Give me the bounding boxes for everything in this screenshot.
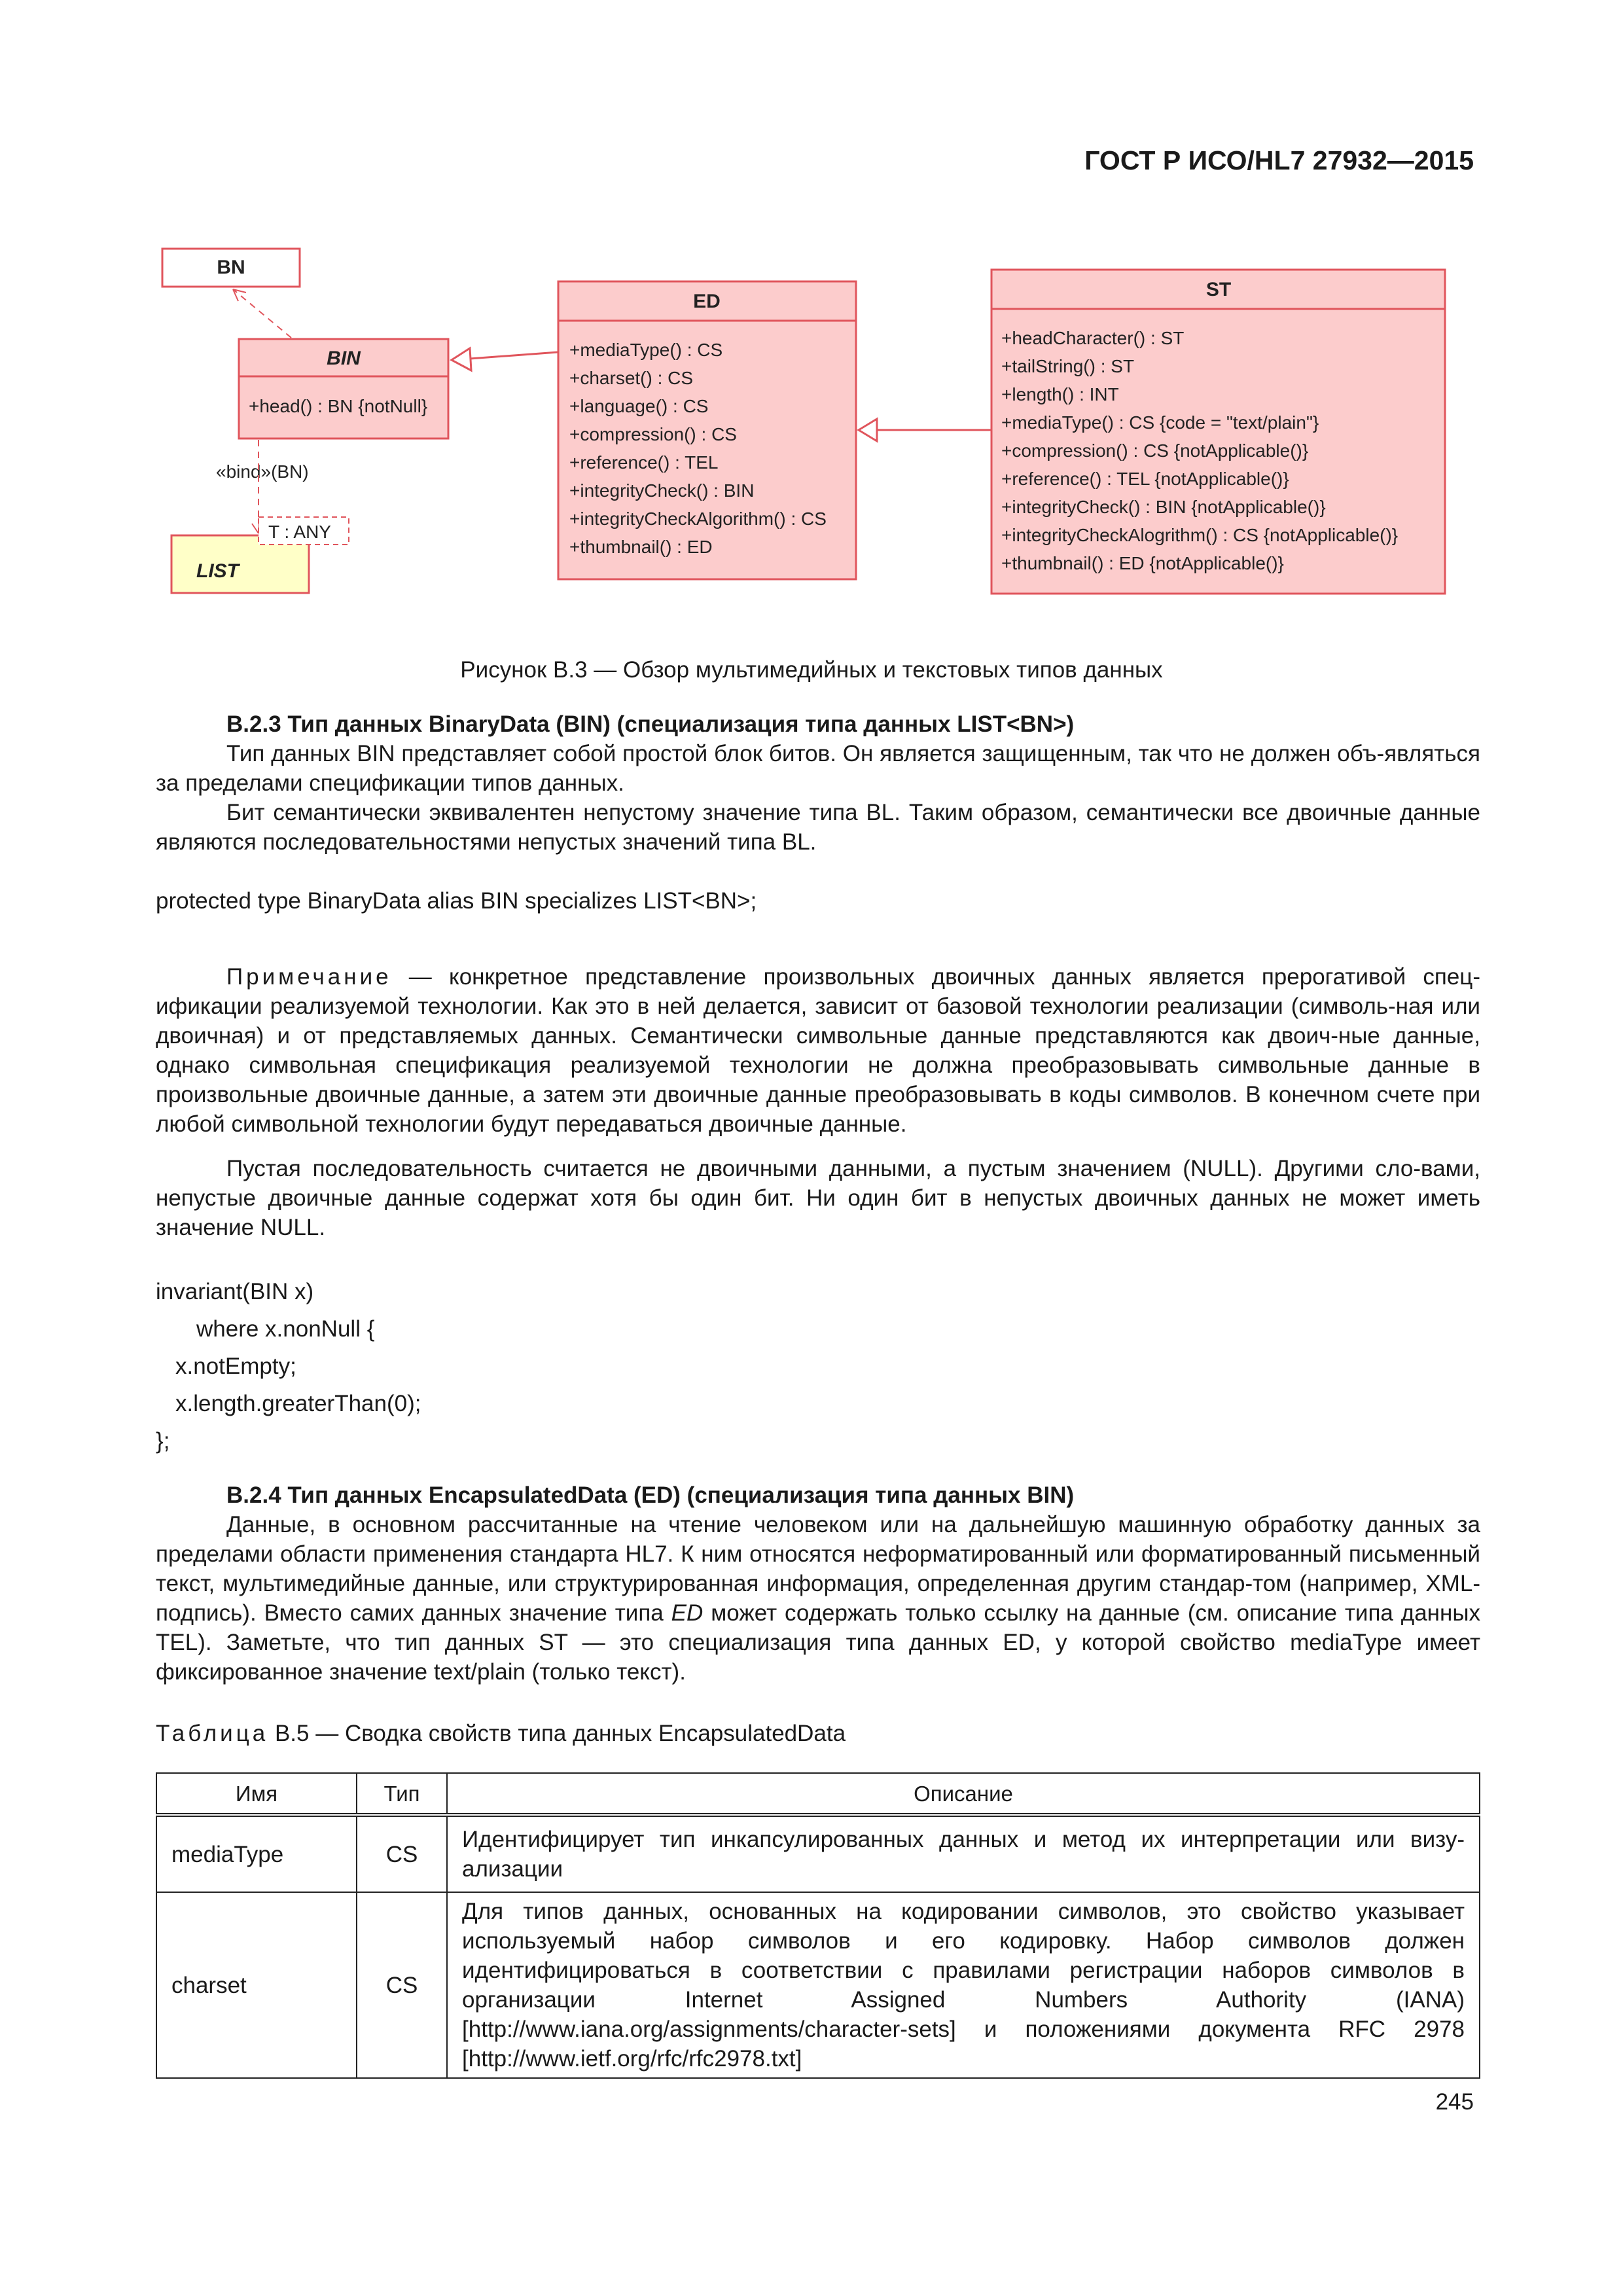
code-line: x.notEmpty;: [175, 1354, 296, 1379]
class-list: [171, 517, 349, 593]
code-declaration: [156, 886, 1480, 916]
class-ed: [558, 281, 856, 579]
dependency-bin-bn: [233, 289, 291, 338]
class-list-param: T : ANY: [268, 522, 331, 542]
table-caption: [156, 1719, 1480, 1748]
invariant-block: [156, 1273, 1480, 1460]
ed-op: +mediaType() : CS: [569, 340, 723, 360]
table-row: [156, 1892, 1480, 2078]
note-label: Примечание: [226, 964, 392, 990]
cell-name: charset: [156, 1892, 357, 2078]
table-caption-text: [156, 1719, 1480, 1748]
class-bin-op: +head() : BN {notNull}: [249, 396, 428, 416]
paragraph-emphasis: ED: [671, 1600, 704, 1626]
table-title: В.5 — Сводка свойств типа данных EncapsulatedData: [268, 1721, 846, 1746]
note-paragraph: [156, 962, 1480, 1139]
class-bin: [239, 339, 448, 439]
class-bn-name: BN: [217, 257, 245, 278]
paragraph-empty-sequence: [156, 1154, 1480, 1242]
paragraph-text: Данные, в основном рассчитанные на чтение человеком или на дальнейшую машинную обработку данных за пределами области применения стандарта HL7. К ним относятся неформатированный или форматированный письменный текст, мультимедийные данные, или структурированная информация, определенная другим стандар-том (например, XML-подпись). Вместо самих данных значение типа: [156, 1512, 1480, 1626]
note: [156, 962, 1480, 1139]
code-line: };: [156, 1428, 170, 1454]
cell-description: Идентифицирует тип инкапсулированных данных и метод их интерпретации или визу-ализации: [447, 1815, 1480, 1892]
uml-diagram: [0, 0, 1623, 628]
section-b24: [156, 1480, 1480, 1687]
st-op: +thumbnail() : ED {notApplicable()}: [1001, 553, 1284, 573]
note-text: — конкретное представление произвольных двоичных данных является прерогативой спец-ификации реализуемой технологии. Как это в ней делается, зависит от базовой технологии реализации (символь-ная или двоичная) и от представляемых данных. Семантически символьные данные представляются как двоич-ные данные, однако символьная спецификация реализуемой технологии не должна преобразовывать символьные данные в произвольные двоичные данные, а затем эти двоичные данные преобразовывать в коды символов. В конечном счете при любой символьной технологии будут передаваться двоичные данные.: [156, 964, 1480, 1137]
class-st: [991, 270, 1445, 594]
class-bin-name: BIN: [327, 348, 361, 369]
bind-label: «bind»(BN): [216, 461, 309, 482]
generalization-ed-bin: [470, 352, 558, 359]
paragraph: Тип данных BIN представляет собой простой блок битов. Он является защищенным, так что не должен объ-являться за пределами спецификации типов данных.: [156, 741, 1480, 796]
ed-op: +compression() : CS: [569, 424, 737, 444]
ed-op: +reference() : TEL: [569, 452, 719, 473]
class-st-name: ST: [1205, 279, 1232, 300]
ed-op: +charset() : CS: [569, 368, 694, 388]
running-header: ГОСТ Р ИСО/HL7 27932—2015: [1084, 145, 1474, 175]
cell-name: mediaType: [156, 1815, 357, 1892]
code-line: invariant(BIN x): [156, 1279, 314, 1304]
st-op: +tailString() : ST: [1001, 356, 1135, 376]
st-op: +length() : INT: [1001, 384, 1119, 404]
paragraph: Пустая последовательность считается не двоичными данными, а пустым значением (NULL). Другими сло-вами, непустые двоичные данные содержат хотя бы один бит. Ни один бит в непустых двоичных данных не может иметь значение NULL.: [156, 1156, 1480, 1240]
figure-caption: Рисунок В.3 — Обзор мультимедийных и текстовых типов данных: [460, 657, 1163, 683]
st-op: +reference() : TEL {notApplicable()}: [1001, 469, 1289, 489]
column-header: Тип: [357, 1773, 447, 1815]
section-heading: В.2.4 Тип данных EncapsulatedData (ED) (специализация типа данных BIN): [226, 1482, 1075, 1508]
paragraph: [156, 1510, 1480, 1687]
table-row: [156, 1815, 1480, 1892]
st-op: +integrityCheckAlogrithm() : CS {notApplicable()}: [1001, 525, 1399, 545]
st-op: +compression() : CS {notApplicable()}: [1001, 440, 1309, 461]
st-op: +integrityCheck() : BIN {notApplicable()}: [1001, 497, 1326, 517]
column-header: Имя: [156, 1773, 357, 1815]
column-header: Описание: [447, 1773, 1480, 1815]
section-heading: В.2.3 Тип данных BinaryData (BIN) (специализация типа данных LIST<BN>): [226, 711, 1075, 737]
class-bn: [162, 249, 300, 287]
section-b23: [156, 709, 1480, 857]
code-line: x.length.greaterThan(0);: [175, 1391, 421, 1416]
table-header-row: [156, 1773, 1480, 1815]
ed-op: +integrityCheckAlgorithm() : CS: [569, 509, 827, 529]
properties-table: [156, 1772, 1480, 2079]
paragraph: Бит семантически эквивалентен непустому значение типа BL. Таким образом, семантически все двоичные данные являются последовательностями непустых значений типа BL.: [156, 800, 1480, 855]
cell-type: CS: [357, 1815, 447, 1892]
class-list-name: LIST: [196, 560, 239, 582]
class-ed-name: ED: [693, 291, 721, 312]
paragraph-text: может содержать только ссылку на данные (см. описание типа данных TEL). Заметьте, что тип данных ST — это специализация типа данных ED, у которой свойство mediaType имеет фиксированное значение text/plain (только текст).: [156, 1600, 1480, 1685]
ed-op: +language() : CS: [569, 396, 709, 416]
ed-op: +thumbnail() : ED: [569, 537, 713, 557]
ed-op: +integrityCheck() : BIN: [569, 480, 755, 501]
page-number: 245: [1435, 2089, 1474, 2115]
uml-diagram-svg: [0, 0, 1623, 628]
st-op: +mediaType() : CS {code = "text/plain"}: [1001, 412, 1319, 433]
cell-description: Для типов данных, основанных на кодировании символов, это свойство указывает используемый набор символов и его кодировку. Набор символов должен идентифицироваться в соответствии с правилами регистрации наборов символов в организации Internet Assigned Numbers Authority (IANA) [http://www.iana.org/assignments/character-sets] и положениями документа RFC 2978 [http://www.ietf.org/rfc/rfc2978.txt]: [447, 1892, 1480, 2078]
cell-type: CS: [357, 1892, 447, 2078]
table-label: Таблица: [156, 1721, 269, 1746]
code-line: protected type BinaryData alias BIN specializes LIST<BN>;: [156, 888, 757, 914]
st-op: +headCharacter() : ST: [1001, 328, 1185, 348]
code-line: where x.nonNull {: [196, 1316, 375, 1342]
